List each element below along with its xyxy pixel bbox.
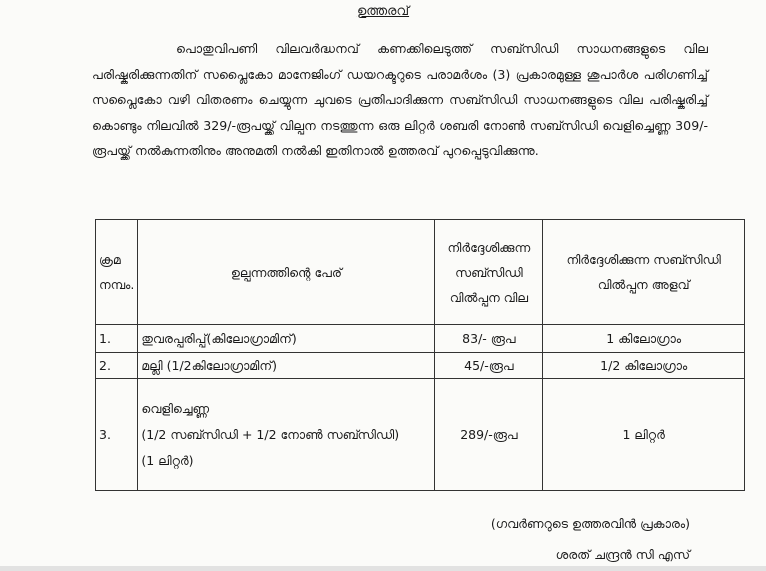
row-product — [138, 379, 435, 491]
header-price: നിർദ്ദേശിക്കുന്ന സബ്സിഡി വിൽപ്പന വില — [435, 220, 543, 325]
header-quantity: നിർദ്ദേശിക്കുന്ന സബ്സിഡി വിൽപ്പന അളവ് — [543, 220, 745, 325]
header-serial: ക്രമ നമ്പം. — [96, 220, 138, 325]
page-edge — [0, 566, 766, 571]
table-row — [96, 325, 745, 353]
row-serial: 1. — [96, 325, 138, 353]
authority-line: (ഗവർണറുടെ ഉത്തരവിൻ പ്രകാരം) — [490, 516, 690, 531]
product-name: വെളിച്ചെണ്ണ — [141, 400, 210, 416]
row-quantity: 1/2 കിലോഗ്രാം — [543, 353, 745, 379]
row-price: 45/-രൂപ — [435, 353, 543, 379]
row-serial: 2. — [96, 353, 138, 379]
table-header-row — [96, 220, 745, 325]
table-row — [96, 379, 745, 491]
row-product: മല്ലി (1/2കിലോഗ്രാമിന്) — [138, 353, 435, 379]
row-price: 289/-രൂപ — [435, 379, 543, 491]
row-serial: 3. — [96, 379, 138, 491]
product-volume: (1 ലിറ്റർ) — [141, 452, 194, 468]
table-row — [96, 353, 745, 379]
signatory-name: ശരത് ചന്ദ്രൻ സി എസ് — [555, 547, 690, 562]
document-title: ഉത്തരവ് — [356, 4, 410, 19]
row-quantity: 1 ലിറ്റർ — [543, 379, 745, 491]
order-paragraph: പൊതുവിപണി വിലവർദ്ധനവ് കണക്കിലെടുത്ത് സബ്സിഡി സാധനങ്ങളുടെ വില പരിഷ്കരിക്കുന്നതിന് സപ്ലൈകോ മാനേജിംഗ് ഡയറക്ടറുടെ പരാമർശം (3) പ്രകാരമുള്ള ശുപാർശ പരിഗണിച്ച് സപ്ലൈകോ വഴി വിതരണം ചെയ്യുന്ന ചുവടെ പ്രതിപാദിക്കുന്ന സബ്സിഡി സാധനങ്ങളുടെ വില പരിഷ്കരിച്ച് കൊണ്ടും നിലവിൽ 329/-രൂപയ്ക്ക് വില്പന നടത്തുന്ന ഒരു ലിറ്റർ ശബരി നോൺ സബ്സിഡി വെളിച്ചെണ്ണ 309/-രൂപയ്ക്ക് നൽകുന്നതിനും അനുമതി നൽകി ഇതിനാൽ ഉത്തരവ് പുറപ്പെടുവിക്കുന്നു. — [92, 41, 708, 158]
header-product-name: ഉല്പന്നത്തിന്റെ പേര് — [138, 220, 435, 325]
subsidy-table — [95, 219, 745, 491]
row-product: തുവരപ്പരിപ്പ്(കിലോഗ്രാമിന്) — [138, 325, 435, 353]
row-price: 83/- രൂപ — [435, 325, 543, 353]
row-quantity: 1 കിലോഗ്രാം — [543, 325, 745, 353]
product-note: (1/2 സബ്സിഡി + 1/2 നോൺ സബ്സിഡി) — [141, 426, 400, 442]
